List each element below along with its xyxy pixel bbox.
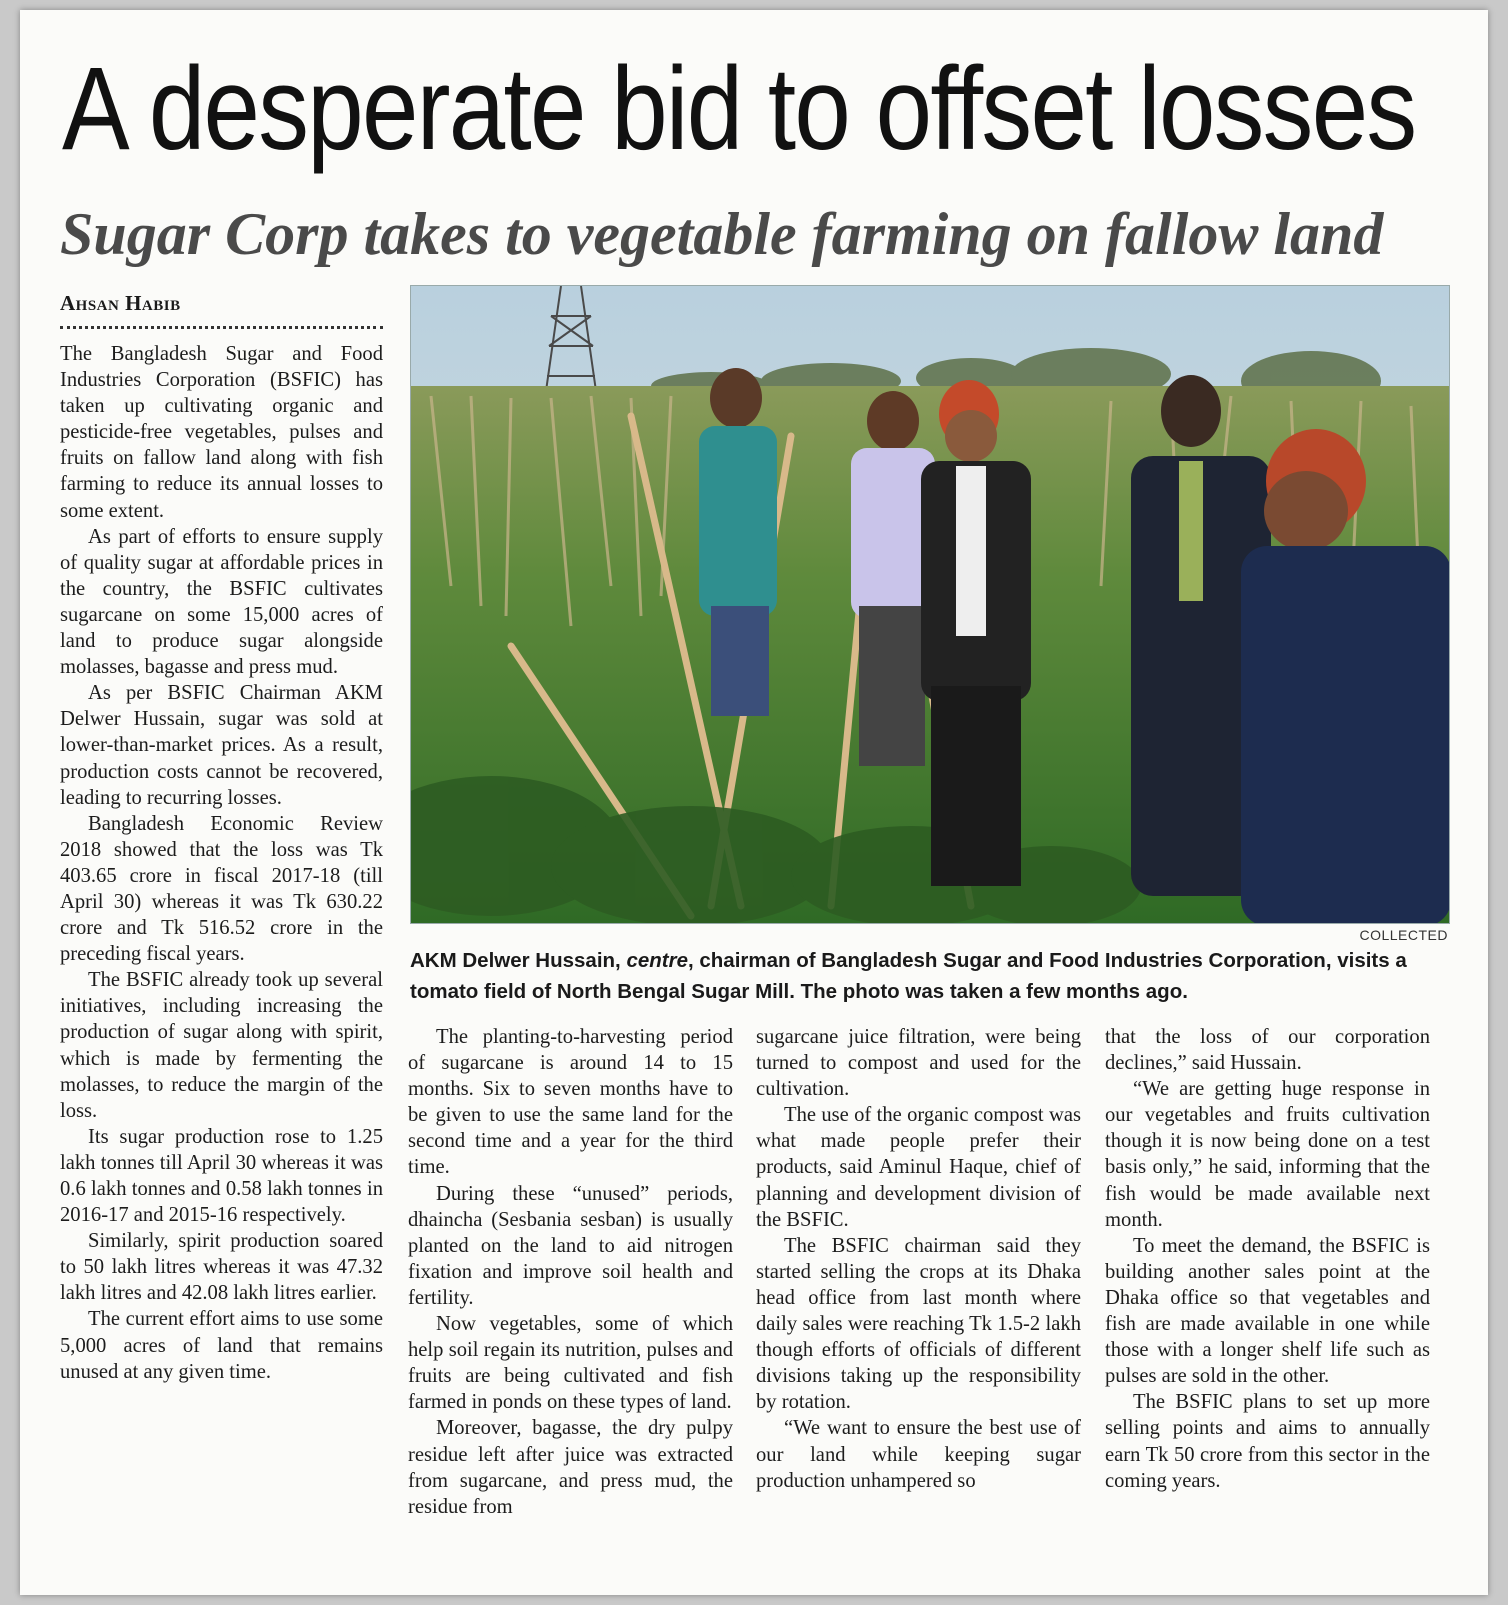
byline-divider [60,326,383,329]
paragraph: The current effort aims to use some 5,000 acres of land that remains unused at any given time. [60,1308,383,1383]
paragraph: The use of the organic compost was what made people prefer their products, said Aminul Haque, chief of planning and development division of the BSFIC. [756,1104,1081,1231]
paragraph: The BSFIC already took up several initiatives, including increasing the production of sugar along with spirit, which is made by fermenting the molasses, to reduce the margin of the loss. [60,969,383,1122]
paragraph-continued: sugarcane juice filtration, were being turned to compost and used for the cultivation. [756,1026,1081,1101]
caption-italic: centre [626,949,688,972]
article-column-1 [60,341,383,1385]
paragraph: Its sugar production rose to 1.25 lakh tonnes till April 30 whereas it was 0.6 lakh tonnes and 0.58 lakh tonnes in 2016-17 and 2015-16 respectively. [60,1125,383,1227]
article-column-4 [1105,1024,1430,1494]
paragraph: The planting-to-harvesting period of sugarcane is around 14 to 15 months. Six to seven months have to be given to use the same land for the second time and a year for the third time. [408,1026,733,1179]
paragraph: Bangladesh Economic Review 2018 showed that the loss was Tk 403.65 crore in fiscal 2017-18 (till April 30) whereas it was Tk 630.22 crore and Tk 516.52 crore in the preceding fiscal years. [60,812,383,966]
photo-caption [410,945,1450,1007]
article-column-2 [408,1024,733,1520]
paragraph: The BSFIC plans to set up more selling points and aims to annually earn Tk 50 crore from this sector in the coming years. [1105,1391,1430,1492]
paragraph: “We want to ensure the best use of our land while keeping sugar production unhampered so [756,1417,1081,1492]
photo-credit: COLLECTED [1359,927,1448,943]
caption-name: AKM Delwer Hussain, [410,949,621,972]
paragraph: As per BSFIC Chairman AKM Delwer Hussain, sugar was sold at lower-than-market prices. As a result, production costs cannot be recovered, leading to recurring losses. [60,682,383,809]
paragraph: Now vegetables, some of which help soil regain its nutrition, pulses and fruits are being cultivated and fish farmed in ponds on these types of land. [408,1313,733,1414]
article-column-3 [756,1024,1081,1494]
paragraph: The Bangladesh Sugar and Food Industries Corporation (BSFIC) has taken up cultivating organic and pesticide-free vegetables, pulses and fruits on fallow land along with fish farming to reduce its annual losses to some extent. [60,343,383,522]
paragraph: As part of efforts to ensure supply of quality sugar at affordable prices in the country, the BSFIC cultivates sugarcane on some 15,000 acres of land to produce sugar alongside molasses, bagasse and press mud. [60,525,383,679]
caption-text: , chairman of Bangladesh Sugar and Food Industries Corporation, visits a tomato field of North Bengal Sugar Mill. The photo was taken a few months ago. [410,949,1407,1003]
paragraph: Moreover, bagasse, the dry pulpy residue left after juice was extracted from sugarcane, and press mud, the residue from [408,1417,733,1518]
paragraph-continued: that the loss of our corporation declines,” said Hussain. [1105,1026,1430,1075]
headline: A desperate bid to offset losses [62,43,1416,175]
news-photo-tomato-field [410,285,1450,924]
subheadline: Sugar Corp takes to vegetable farming on fallow land [60,201,1384,267]
newspaper-clipping [20,10,1488,1595]
byline: Ahsan Habib [60,291,181,315]
paragraph: “We are getting huge response in our vegetables and fruits cultivation though it is now being done on a test basis only,” he said, informing that the fish would be made available next month. [1105,1078,1430,1231]
paragraph: The BSFIC chairman said they started selling the crops at its Dhaka head office from last month where daily sales were reaching Tk 1.5-2 lakh though efforts of officials of different divisions taking up the responsibility by rotation. [756,1234,1081,1414]
paragraph: Similarly, spirit production soared to 50 lakh litres whereas it was 47.32 lakh litres and 42.08 lakh litres earlier. [60,1230,383,1305]
paragraph: During these “unused” periods, dhaincha (Sesbania sesban) is usually planted on the land to aid nitrogen fixation and improve soil health and fertility. [408,1182,733,1309]
paragraph: To meet the demand, the BSFIC is building another sales point at the Dhaka office so that vegetables and fish are made available in one while those with a longer shelf life such as pulses are sold in the other. [1105,1234,1430,1388]
